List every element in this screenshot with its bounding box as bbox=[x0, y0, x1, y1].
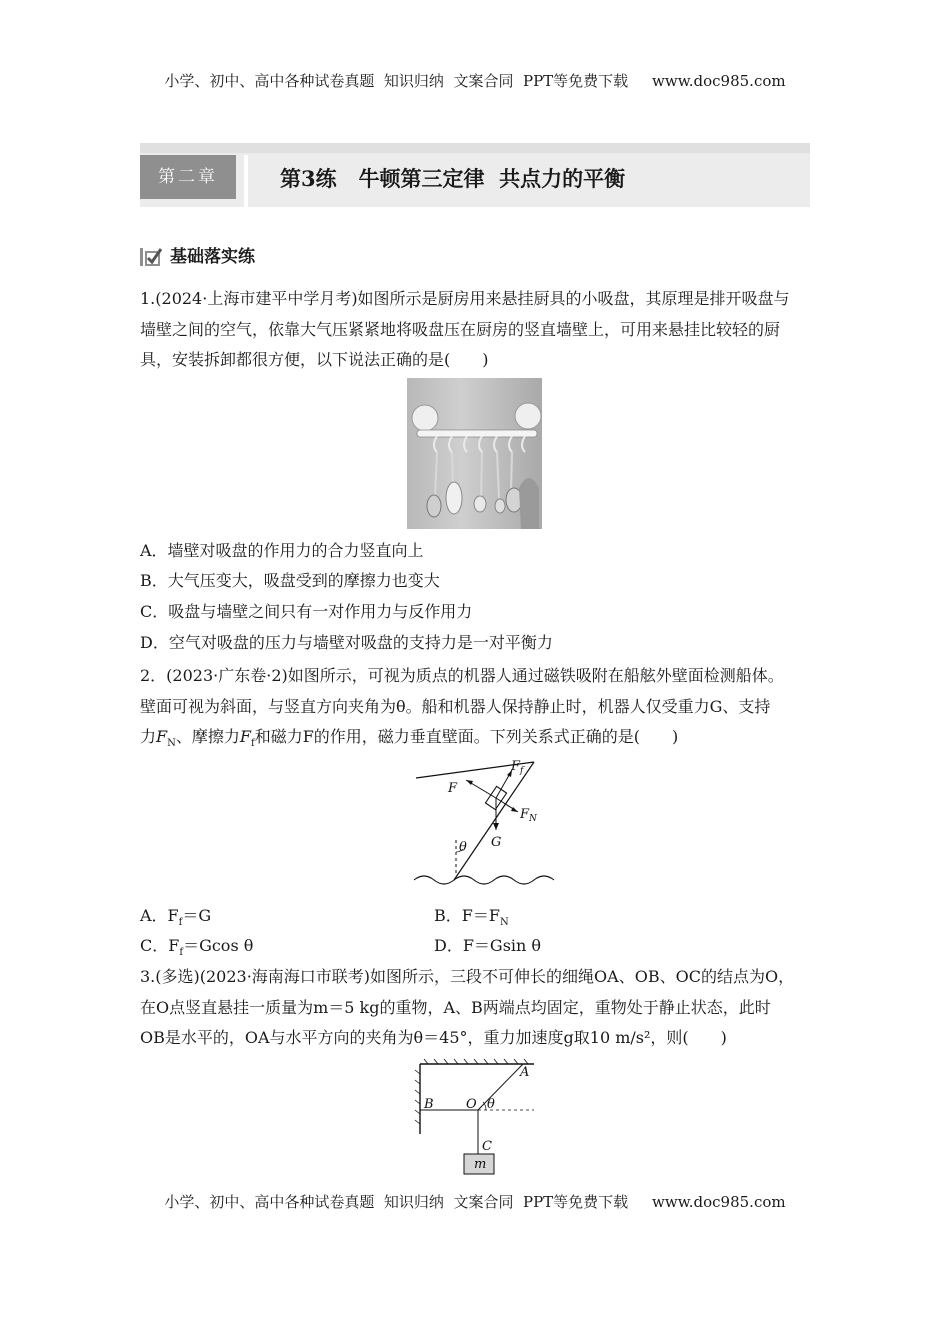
page-header: 小学、初中、高中各种试卷真题 知识归纳 文案合同 PPT等免费下载 www.doc985.com bbox=[164, 72, 786, 90]
banner-strip bbox=[140, 143, 810, 153]
diagram-label-a: A bbox=[520, 1065, 530, 1080]
diagram-label-m: m bbox=[474, 1157, 487, 1172]
q2-option-b: B．$F=F_N$ bbox=[434, 906, 509, 929]
q2-option-a: A．$F_f=G$ bbox=[140, 906, 212, 929]
q2-line-1: 2．(2023·广东卷·2)如图所示，可视为质点的机器人通过磁铁吸附在船舷外壁面检测船体。 bbox=[140, 666, 784, 685]
diagram-label-f: F bbox=[448, 781, 458, 796]
q1-line-2: 墙壁之间的空气，依靠大气压紧紧地将吸盘压在厨房的竖直墙壁上，可用来悬挂比较轻的厨 bbox=[140, 319, 781, 339]
diagram-label-fn: $F_N$ bbox=[520, 807, 537, 824]
chapter-tag: 第二章 bbox=[140, 155, 236, 199]
chapter-banner bbox=[140, 143, 810, 207]
q2-symbol-fn: F bbox=[156, 727, 168, 747]
q2-line-3-b: 、摩擦力 bbox=[175, 727, 240, 747]
q2-sub-f: f bbox=[251, 738, 255, 750]
q2-line-3-a: 力 bbox=[140, 727, 157, 747]
question-3-stem bbox=[140, 962, 812, 1054]
checkmark-icon bbox=[140, 246, 162, 268]
q2-option-d: D．F＝Gsin θ bbox=[434, 936, 542, 955]
q2-line-3-c: 和磁力F的作用，磁力垂直壁面。下列关系式正确的是( ) bbox=[254, 727, 679, 747]
q1-option-b: B．大气压变大，吸盘受到的摩擦力也变大 bbox=[140, 571, 440, 590]
three-rope-diagram bbox=[410, 1058, 540, 1178]
q2-option-c: C．$F_f=Gcos$ θ bbox=[140, 936, 254, 959]
q1-option-d: D．空气对吸盘的压力与墙壁对吸盘的支持力是一对平衡力 bbox=[140, 633, 553, 652]
banner-separator bbox=[244, 155, 248, 207]
q3-line-3: OB是水平的，OA与水平方向的夹角为θ＝45°，重力加速度g取10 m/s²，则( ) bbox=[140, 1028, 727, 1048]
q2-line-2: 壁面可视为斜面，与竖直方向夹角为θ。船和机器人保持静止时，机器人仅受重力G、支持 bbox=[140, 696, 771, 716]
q2-line-3 bbox=[140, 722, 812, 760]
q2-sub-n: N bbox=[167, 738, 176, 750]
q1-option-c: C．吸盘与墙壁之间只有一对作用力与反作用力 bbox=[140, 602, 473, 621]
diagram-label-ff: $F_f$ bbox=[511, 759, 524, 776]
q1-option-a: A．墙壁对吸盘的作用力的合力竖直向上 bbox=[140, 541, 424, 560]
q3-line-2: 在O点竖直悬挂一质量为m＝5 kg的重物，A、B两端点均固定，重物处于静止状态，此时 bbox=[140, 997, 771, 1017]
question-2-stem bbox=[140, 661, 812, 760]
robot-hull-diagram bbox=[410, 756, 570, 892]
diagram-label-b: B bbox=[424, 1097, 434, 1112]
suction-hook-illustration bbox=[407, 378, 542, 529]
suction-hook-photo bbox=[407, 378, 542, 529]
diagram-label-g: G bbox=[491, 835, 502, 850]
section-label: 基础落实练 bbox=[170, 247, 255, 267]
q1-line-1: 1.(2024·上海市建平中学月考)如图所示是厨房用来悬挂厨具的小吸盘，其原理是排开吸盘与 bbox=[140, 289, 790, 308]
diagram-label-theta-3: θ bbox=[487, 1097, 495, 1112]
q1-line-3: 具，安装拆卸都很方便，以下说法正确的是( ) bbox=[140, 350, 489, 370]
page-footer: 小学、初中、高中各种试卷真题 知识归纳 文案合同 PPT等免费下载 www.doc985.com bbox=[164, 1193, 786, 1211]
diagram-label-o: O bbox=[466, 1097, 477, 1112]
diagram-label-c: C bbox=[482, 1139, 492, 1154]
question-1-stem bbox=[140, 284, 812, 376]
q3-line-1: 3.(多选)(2023·海南海口市联考)如图所示，三段不可伸长的细绳OA、OB、OC的结点为O， bbox=[140, 967, 795, 986]
chapter-title: 第3练 牛顿第三定律 共点力的平衡 bbox=[280, 166, 626, 191]
diagram-label-theta: θ bbox=[459, 840, 467, 855]
q2-symbol-ff: F bbox=[239, 727, 251, 747]
